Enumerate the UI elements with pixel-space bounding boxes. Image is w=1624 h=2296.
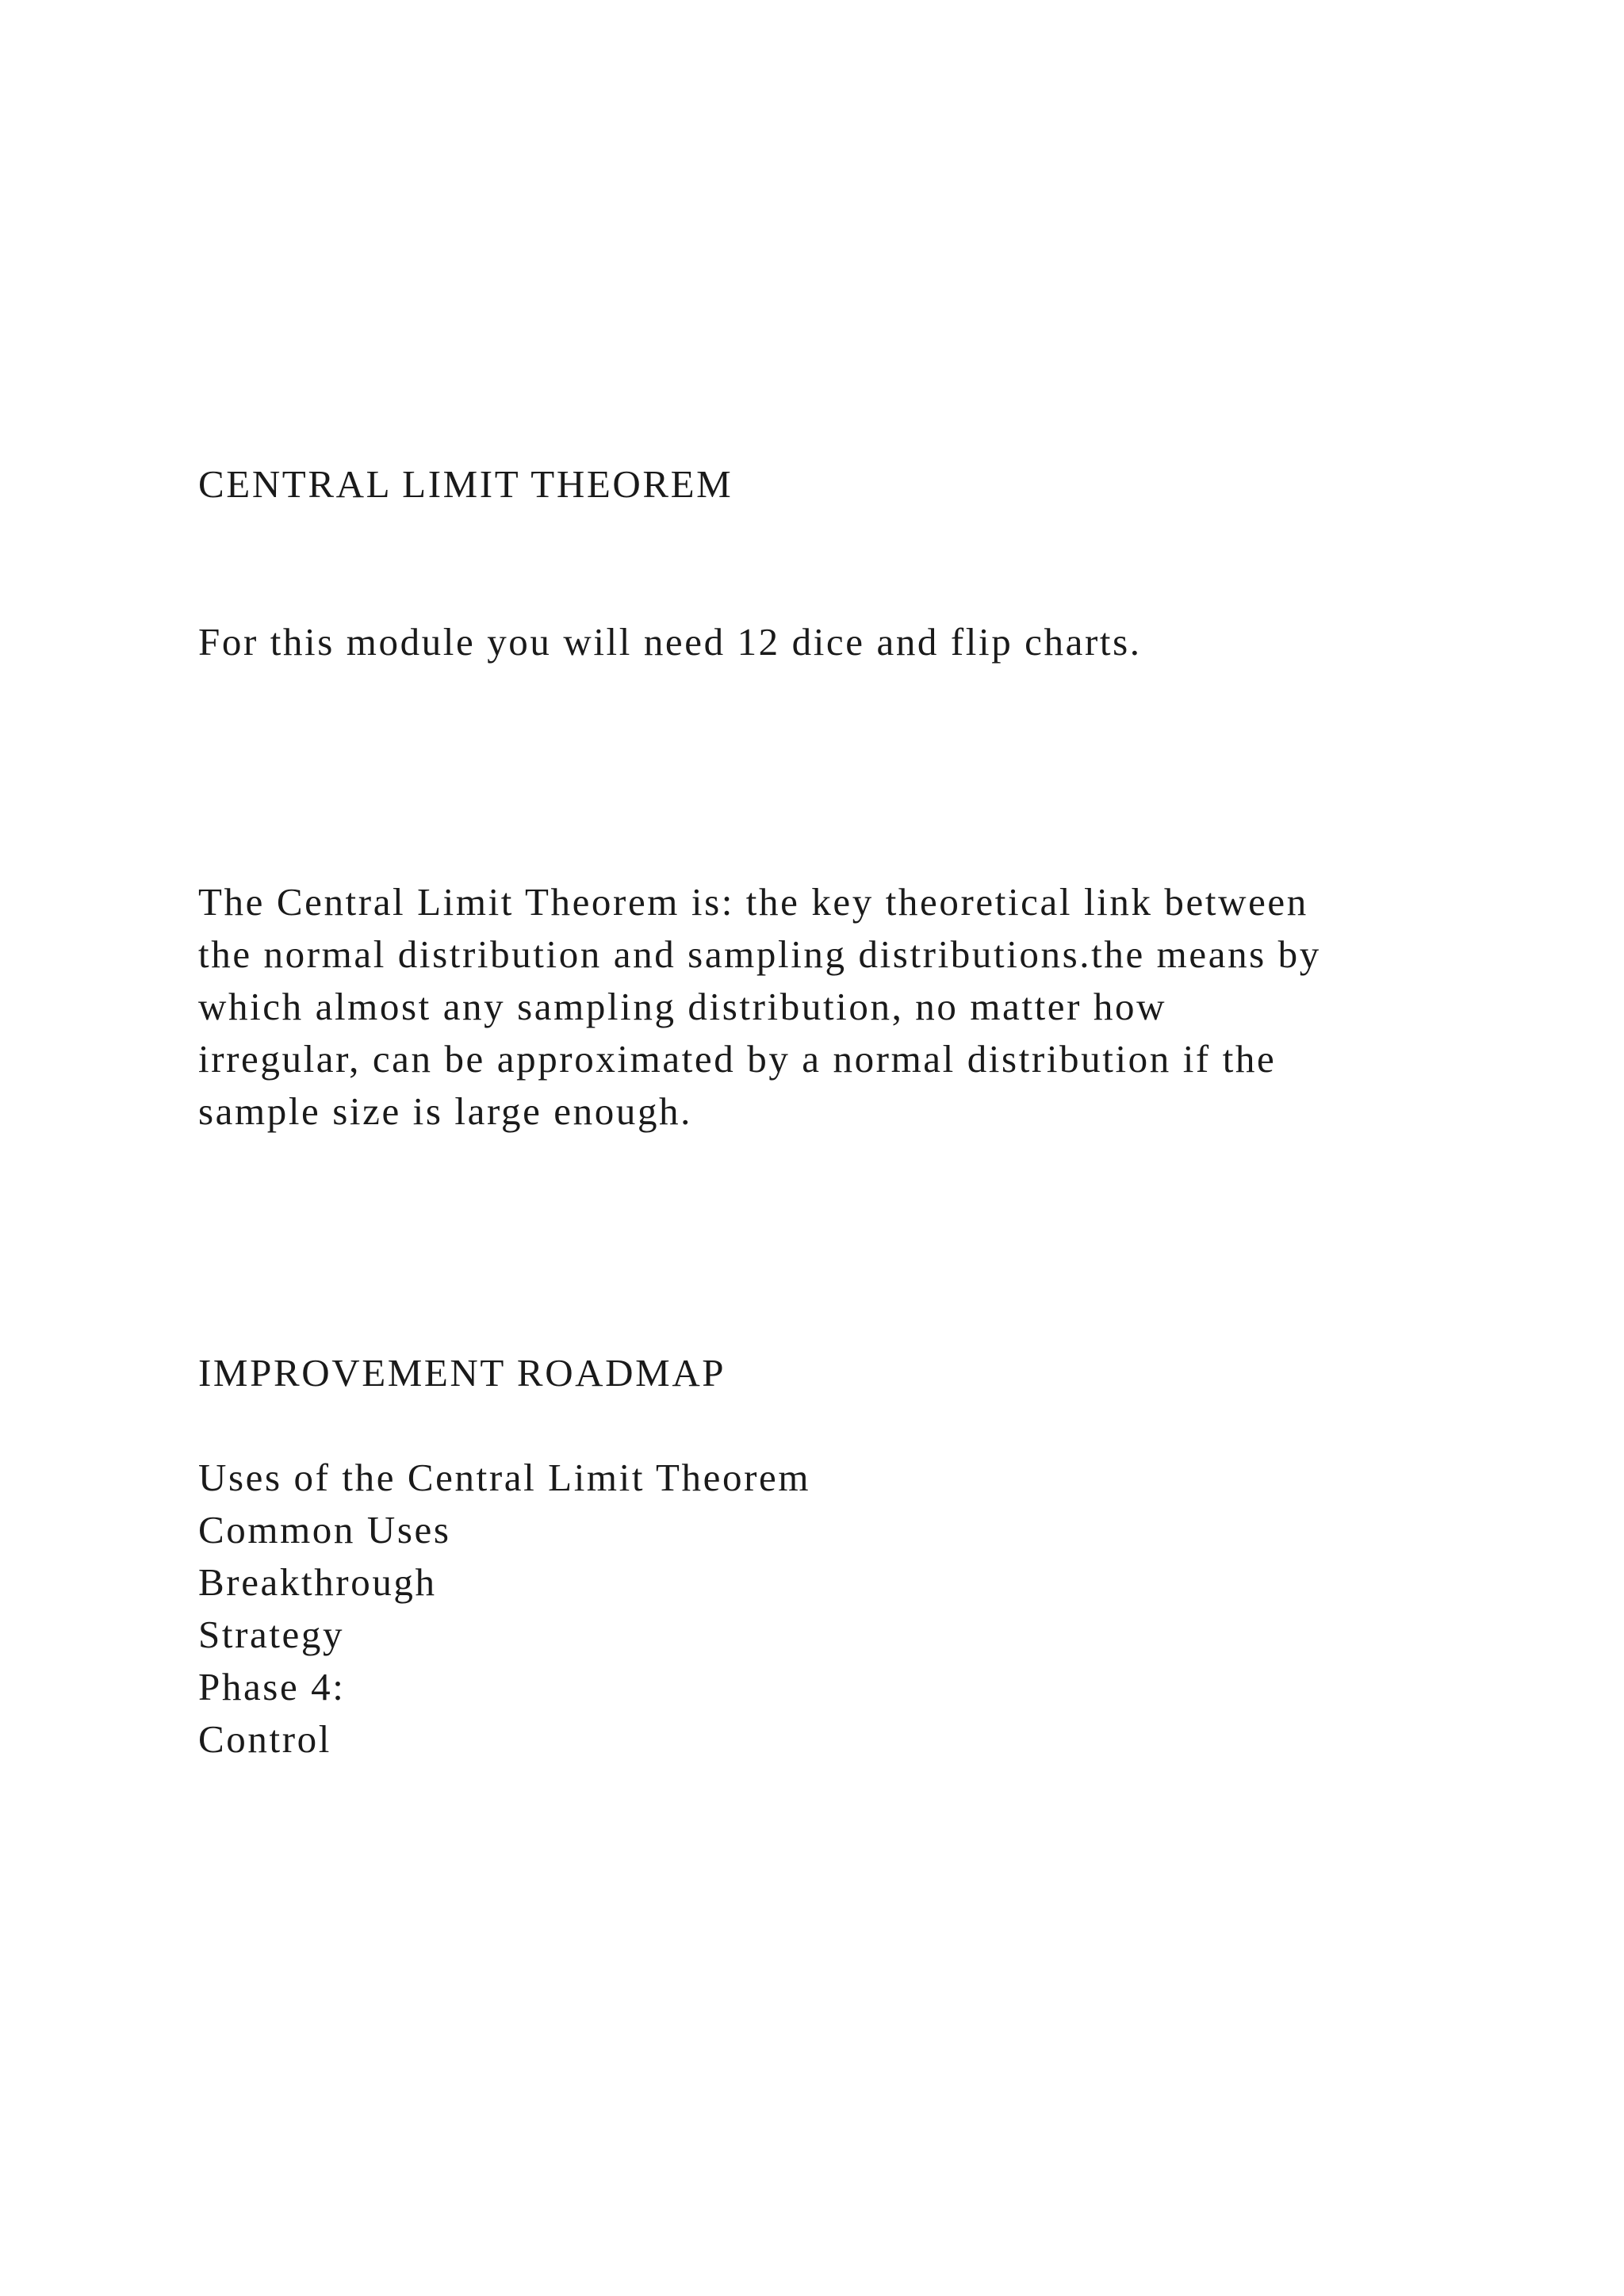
intro-paragraph: For this module you will need 12 dice and flip charts. <box>198 620 1142 664</box>
roadmap-line-4: Strategy <box>198 1613 345 1656</box>
definition-line-4: irregular, can be approximated by a normal distribution if the <box>198 1037 1277 1081</box>
definition-line-3: which almost any sampling distribution, no matter how <box>198 985 1167 1028</box>
roadmap-line-6: Control <box>198 1717 331 1761</box>
roadmap-line-2: Common Uses <box>198 1508 451 1552</box>
roadmap-line-3: Breakthrough <box>198 1560 437 1604</box>
roadmap-heading: IMPROVEMENT ROADMAP <box>198 1351 726 1395</box>
definition-line-2: the normal distribution and sampling distributions.the means by <box>198 932 1321 976</box>
definition-line-5: sample size is large enough. <box>198 1089 692 1133</box>
roadmap-line-5: Phase 4: <box>198 1665 346 1709</box>
roadmap-line-1: Uses of the Central Limit Theorem <box>198 1456 811 1499</box>
document-title: CENTRAL LIMIT THEOREM <box>198 462 733 506</box>
definition-line-1: The Central Limit Theorem is: the key theoretical link between <box>198 880 1308 924</box>
